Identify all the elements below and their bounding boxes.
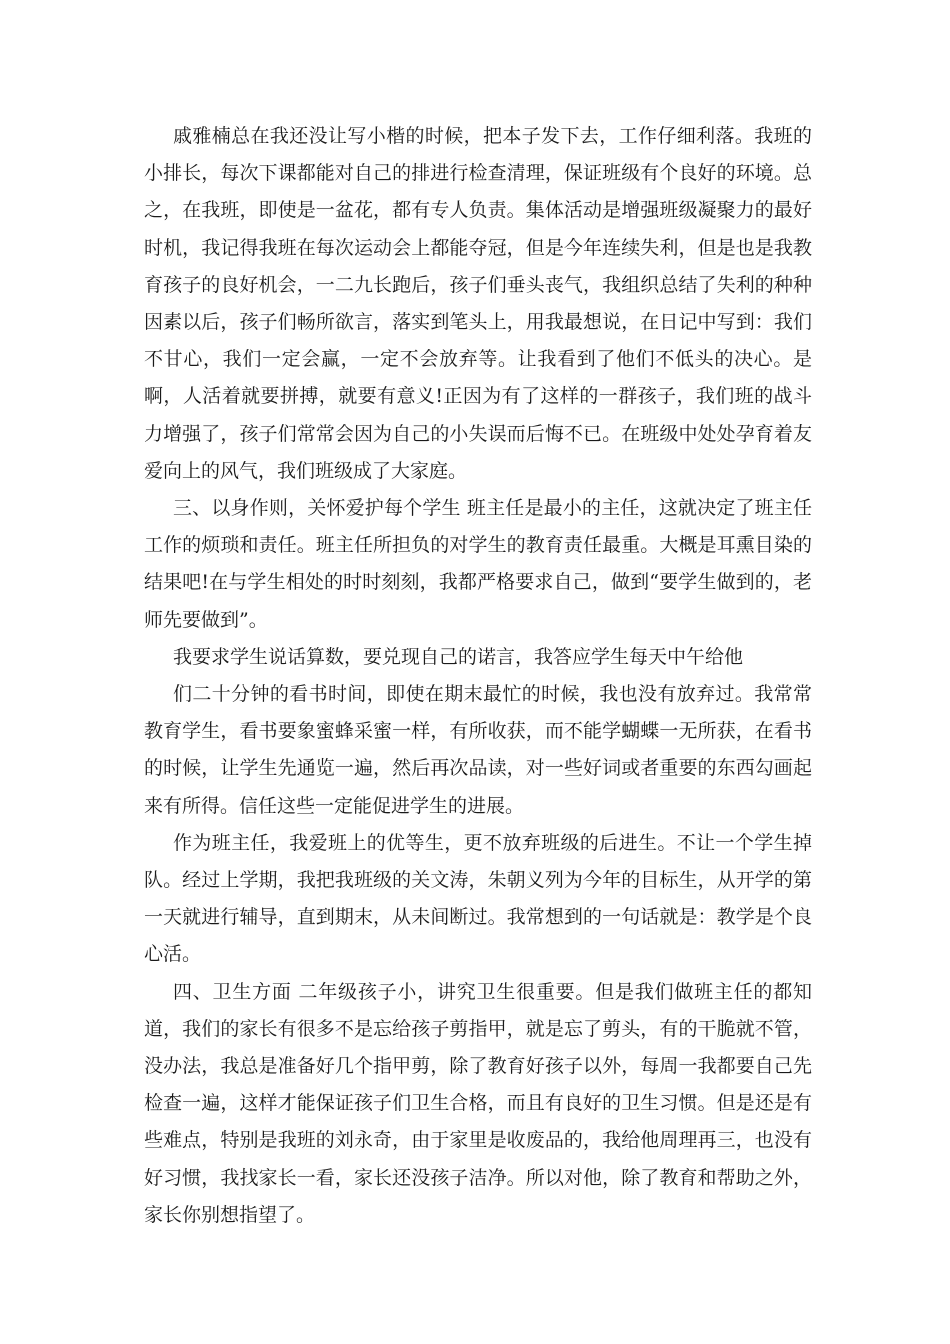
paragraph-hygiene: 四、卫生方面 二年级孩子小，讲究卫生很重要。但是我们做班主任的都知道，我们的家长有很多不是忘给孩子剪指甲，就是忘了剪头，有的干脆就不管，没办法，我总是准备好几个指甲剪，除了教育好孩子以外，每周一我都要自己先检查一遍，这样才能保证孩子们卫生合格，而且有良好的卫生习惯。但是还是有些难点，特别是我班的刘永奇，由于家里是收废品的，我给他周理再三，也没有好习惯，我找家长一看，家长还没孩子洁净。所以对他，除了教育和帮助之外，家长你别想指望了。 [144,980,812,1226]
paragraph-class-activities: 戚雅楠总在我还没让写小楷的时候，把本子发下去，工作仔细利落。我班的小排长，每次下课都能对自己的排进行检查清理，保证班级有个良好的环境。总之，在我班，即使是一盆花，都有专人负责。集体活动是增强班级凝聚力的最好时机，我记得我班在每次运动会上都能夺冠，但是今年连续失利，但是也是我教育孩子的良好机会，一二九长跑后，孩子们垂头丧气，我组织总结了失利的种种因素以后，孩子们畅所欲言，落实到笔头上，用我最想说，在日记中写到：我们不甘心，我们一定会赢，一定不会放弃等。让我看到了他们不低头的决心。是啊，人活着就要拼搏，就要有意义!正因为有了这样的一群孩子，我们班的战斗力增强了，孩子们常常会因为自己的小失误而后悔不已。在班级中处处孕育着友爱向上的风气，我们班级成了大家庭。 [144,125,812,482]
paragraph-promise: 我要求学生说话算数，要兑现自己的诺言，我答应学生每天中午给他 [173,645,744,668]
paragraph-struggling-students: 作为班主任，我爱班上的优等生，更不放弃班级的后进生。不让一个学生掉队。经过上学期，我把我班级的关文涛，朱朝义列为今年的目标生，从开学的第一天就进行辅导，直到期末，从未间断过。我常想到的一句话就是：教学是个良心活。 [144,831,812,966]
document-body [144,118,812,1234]
paragraph-reading-time: 们二十分钟的看书时间，即使在期末最忙的时候，我也没有放弃过。我常常教育学生，看书要象蜜蜂采蜜一样，有所收获，而不能学蝴蝶一无所获，在看书的时候，让学生先通览一遍，然后再次品读，对一些好词或者重要的东西勾画起来有所得。信任这些一定能促进学生的进展。 [144,683,812,817]
paragraph-lead-by-example: 三、以身作则，关怀爱护每个学生 班主任是最小的主任，这就决定了班主任工作的烦琐和责任。班主任所担负的对学生的教育责任最重。大概是耳熏目染的结果吧!在与学生相处的时时刻刻，我都严格要求自己，做到“要学生做到的，老师先要做到”。 [144,497,812,631]
